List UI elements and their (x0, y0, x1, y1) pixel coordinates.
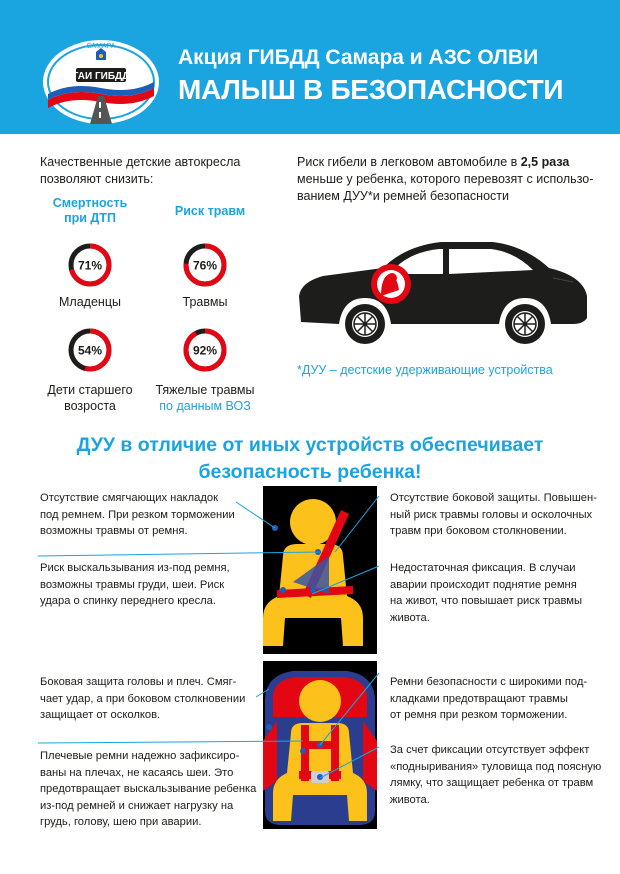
note-no-submarining (390, 742, 612, 808)
note-no-padding-line3: возможны травмы от ремня. (40, 525, 188, 537)
caption-severe-injuries-line1: Тяжелые травмы (155, 383, 255, 397)
note-poor-fixation-line1: Недостаточная фиксация. В случаи (390, 562, 576, 574)
note-poor-fixation-line4: живота. (390, 611, 430, 624)
note-no-side-protection-line2: ный риск травмы головы и осколочных (390, 508, 593, 521)
donut-older-children-label: 54% (77, 343, 103, 358)
note-slip-risk (40, 560, 262, 610)
caption-older-children-line1: Дети старшего (47, 383, 133, 397)
note-wide-belts (390, 674, 612, 724)
donut-infants-label: 71% (77, 258, 103, 273)
note-wide-belts-line2: кладками предотвращают травмы (390, 692, 568, 705)
car-illustration (293, 226, 593, 352)
note-shoulder-straps-line5: грудь, голову, шею при аварии. (40, 816, 202, 828)
donut-infants (68, 243, 112, 287)
donut-injuries-label: 76% (192, 258, 218, 273)
note-side-protection (40, 674, 262, 724)
stats-intro (40, 154, 280, 188)
note-no-side-protection (390, 490, 612, 540)
note-side-protection-line1: Боковая защита головы и плеч. Смяг- (40, 676, 237, 688)
note-no-submarining-line4: живота. (390, 793, 430, 806)
note-shoulder-straps-line2: ваны на плечах, не касаясь шеи. Это (40, 766, 234, 779)
risk-text-pre: Риск гибели в легковом автомобиле в (297, 155, 521, 169)
caption-injuries: Травмы (182, 295, 228, 309)
note-no-padding (40, 490, 262, 540)
note-wide-belts-line3: от ремня при резком торможении. (390, 709, 568, 721)
caption-infants: Младенцы (59, 295, 121, 309)
risk-text-line2: меньше у ребенка, которого перевозят с использо- (297, 172, 594, 186)
stats-intro-line1: Качественные детские автокресла (40, 155, 241, 169)
note-no-padding-line1: Отсутствие смягчающих накладок (40, 492, 218, 504)
donut-injuries (183, 243, 227, 287)
middle-title (0, 432, 620, 486)
note-no-padding-line2: под ремнем. При резком торможении (40, 508, 235, 521)
note-no-submarining-line3: лямку, что защищает ребенка от травм (390, 777, 594, 789)
note-poor-fixation-line2: аварии происходит поднятие ремня (390, 578, 577, 591)
injury-header: Риск травм (174, 204, 246, 218)
donut-older-children (68, 328, 112, 372)
header-title-line2: МАЛЫШ В БЕЗОПАСНОСТИ (178, 74, 564, 105)
note-no-side-protection-line3: травм при боковом столкновении. (390, 525, 567, 537)
mortality-header-line1: Смертность (52, 196, 128, 210)
middle-title-line2: безопасность ребенка! (198, 461, 422, 483)
note-shoulder-straps-line1: Плечевые ремни надежно зафиксиро- (40, 750, 240, 762)
note-wide-belts-line1: Ремни безопасности с широкими под- (390, 676, 588, 688)
caption-older-children (40, 382, 140, 414)
header-title-line1: Акция ГИБДД Самара и АЗС ОЛВИ (178, 46, 539, 69)
duu-footnote: *ДУУ – дестские удерживающие устройства (297, 363, 553, 377)
note-no-submarining-line2: «подныривания» туловища под поясную (390, 760, 602, 773)
note-poor-fixation-line3: на живот, что повышает риск травмы (390, 595, 583, 607)
logo-top-text: САМАРА (86, 43, 116, 50)
risk-text-bold: 2,5 раза (520, 155, 570, 169)
note-slip-risk-line3: удара о спинку переднего кресла. (40, 595, 217, 607)
note-poor-fixation (390, 560, 612, 626)
note-slip-risk-line1: Риск выскальзывания из-под ремня, (40, 562, 230, 574)
risk-text (297, 154, 607, 205)
donut-severe-injuries-label: 92% (192, 343, 218, 358)
note-slip-risk-line2: возможны травмы груди, шеи. Риск (40, 578, 225, 591)
risk-text-line3: ванием ДУУ*и ремней безопасности (297, 189, 509, 203)
caption-severe-injuries (150, 382, 260, 414)
note-side-protection-line2: чает удар, а при боковом столкновении (40, 692, 246, 705)
gibdd-logo (40, 36, 162, 126)
stats-intro-line2: позволяют снизить: (40, 172, 154, 186)
note-shoulder-straps-line3: предотвращает выскальзывание ребенка (40, 783, 257, 795)
logo-bottom-text: ГАИ ГИБДД (72, 71, 130, 82)
who-source: по данным ВОЗ (159, 399, 251, 413)
caption-older-children-line2: возроста (64, 399, 116, 413)
note-no-side-protection-line1: Отсутствие боковой защиты. Повышен- (390, 492, 597, 504)
donut-severe-injuries (183, 328, 227, 372)
note-shoulder-straps (40, 748, 262, 831)
middle-title-line1: ДУУ в отличие от иных устройств обеспечивает (76, 434, 544, 456)
note-shoulder-straps-line4: из-под ремней и снижает нагрузку на (40, 799, 234, 812)
risk-text-line1 (297, 154, 607, 171)
mortality-header (40, 196, 140, 226)
note-no-submarining-line1: За счет фиксации отсутствует эффект (390, 744, 590, 756)
note-side-protection-line3: защищает от осколков. (40, 709, 161, 721)
mortality-header-line2: при ДТП (64, 211, 116, 225)
